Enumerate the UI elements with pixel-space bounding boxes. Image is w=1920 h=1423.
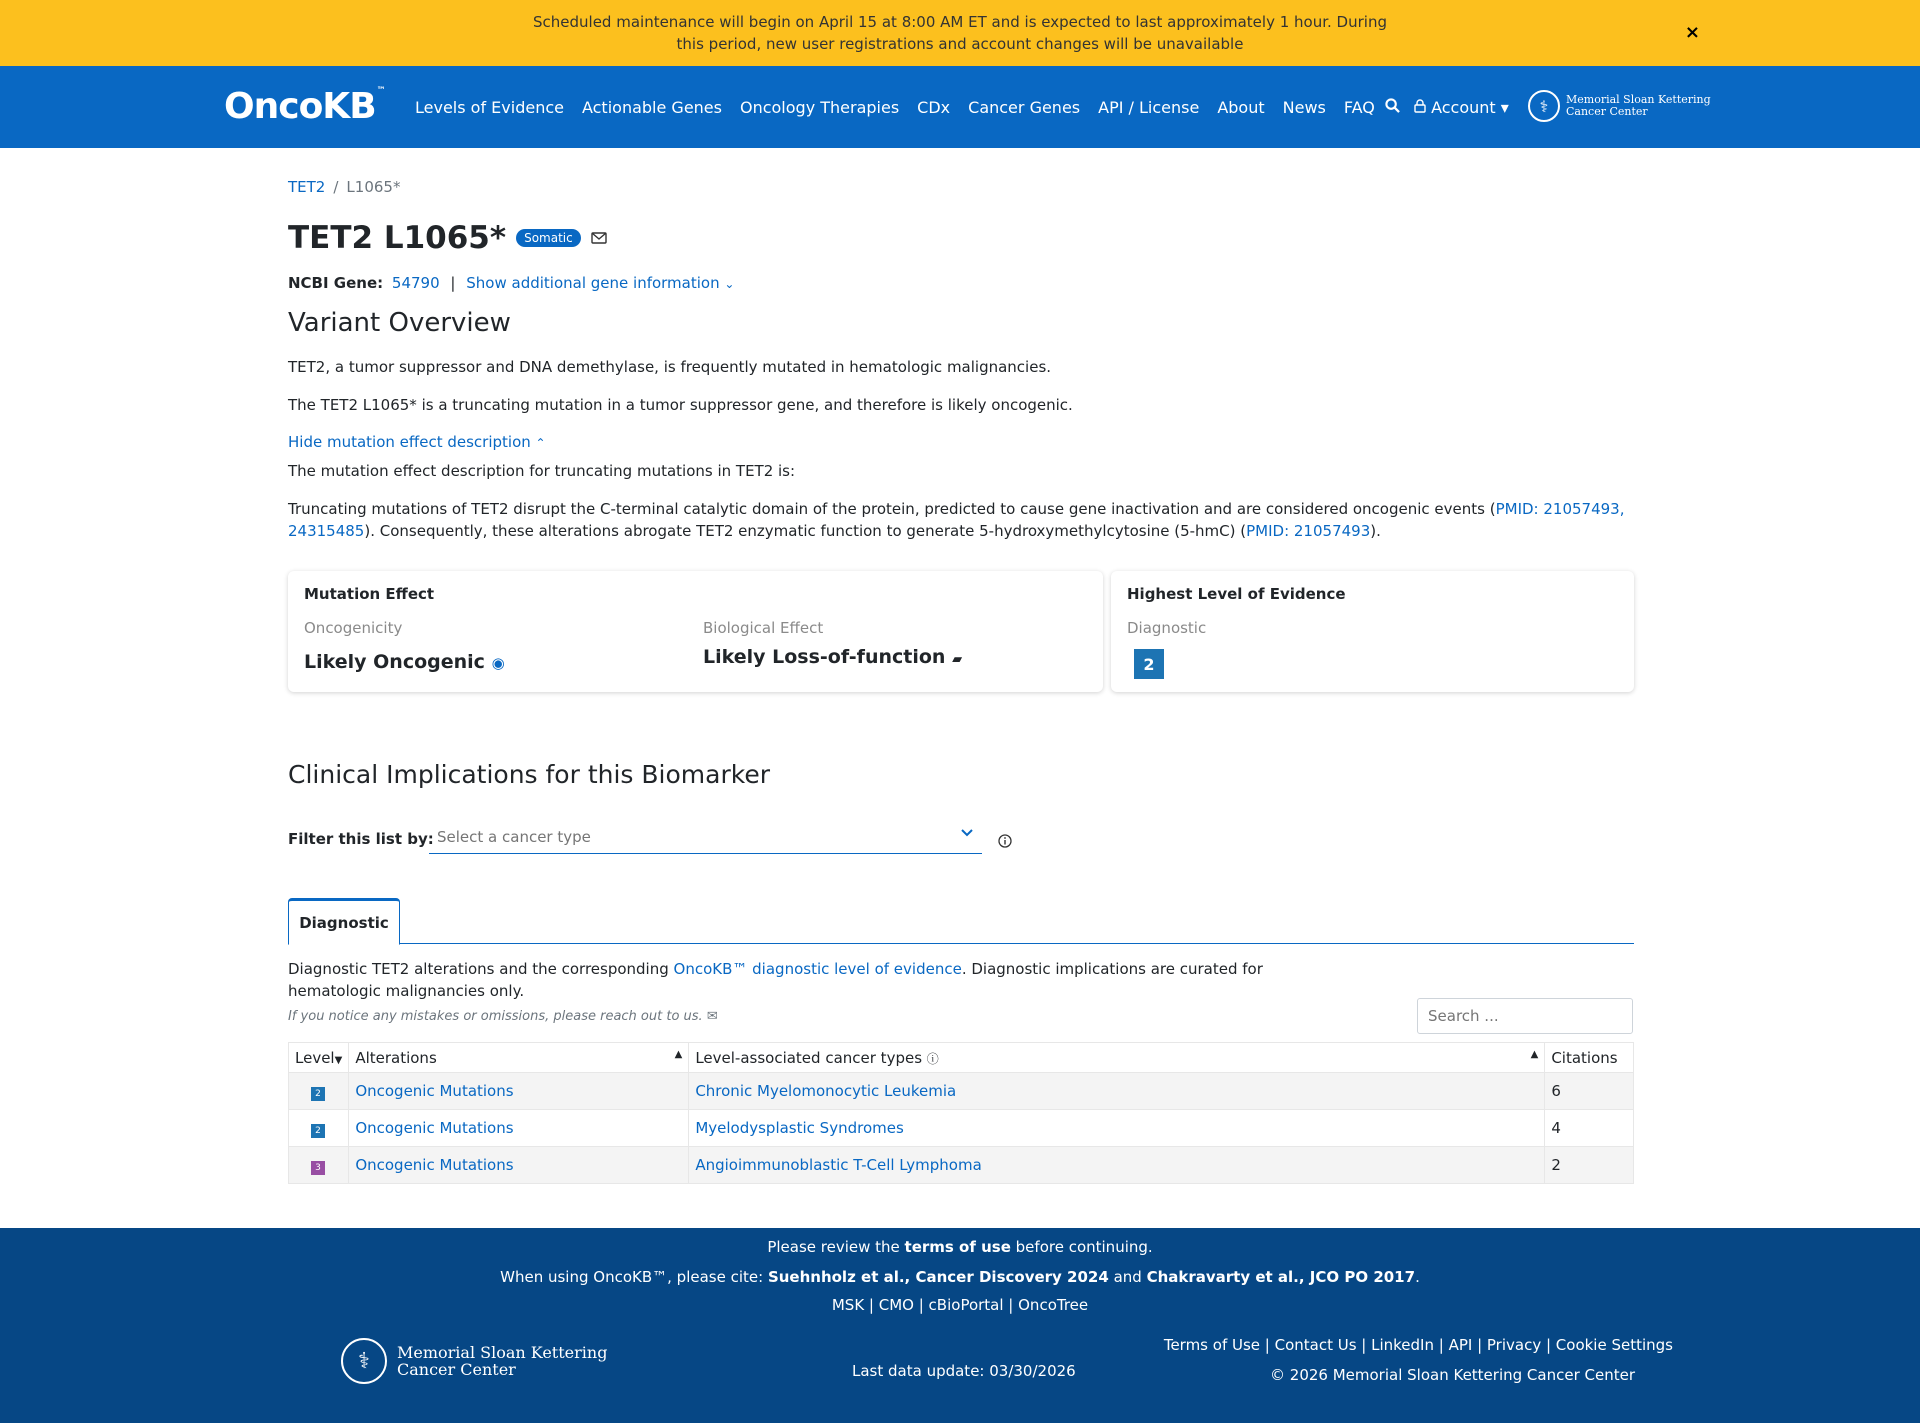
sort-desc-icon: ▼ <box>334 1054 343 1066</box>
terms-notice <box>0 1238 1920 1256</box>
table-row <box>289 1073 1634 1110</box>
envelope-icon[interactable] <box>591 229 607 248</box>
highest-level-card <box>1111 571 1634 692</box>
msk-emblem-icon: ⚕ <box>1528 90 1560 122</box>
diagnostic-description <box>288 958 1288 1002</box>
col-citations[interactable]: Citations <box>1545 1043 1634 1073</box>
variant-overview-heading: Variant Overview <box>288 308 511 338</box>
nav-cdx[interactable]: CDx <box>917 97 951 117</box>
page-title: TET2 L1065* <box>288 220 507 256</box>
oncogenicity-value <box>304 651 505 673</box>
footer-msk-text <box>397 1344 607 1378</box>
show-gene-info-link[interactable] <box>466 274 734 292</box>
mutation-effect-title: Mutation Effect <box>304 585 435 603</box>
account-menu[interactable] <box>1414 98 1509 117</box>
caret-down-icon: ▾ <box>1500 97 1509 117</box>
cancer-type-link[interactable]: Chronic Myelomonocytic Leukemia <box>695 1082 957 1100</box>
pmid-link-1[interactable]: PMID: 21057493, 24315485 <box>288 500 1625 540</box>
review-text-a: Please review the <box>767 1238 905 1256</box>
ncbi-label: NCBI Gene: <box>288 274 384 292</box>
alteration-link[interactable]: Oncogenic Mutations <box>355 1119 514 1137</box>
cancer-type-link[interactable]: Myelodysplastic Syndromes <box>695 1119 904 1137</box>
citations-cell[interactable]: 4 <box>1545 1110 1634 1147</box>
citations-cell[interactable]: 2 <box>1545 1147 1634 1184</box>
implications-table <box>288 1042 1634 1184</box>
p4-text-b: ). Consequently, these alterations abrogate TET2 enzymatic function to generate 5-hydroxymethylcytosine (5-hmC) ( <box>364 522 1247 540</box>
col-cancer-types[interactable] <box>689 1043 1545 1073</box>
alteration-cell <box>349 1110 689 1147</box>
col-alterations[interactable] <box>349 1043 689 1073</box>
mistakes-note-text: If you notice any mistakes or omissions, please reach out to us. <box>288 1009 703 1024</box>
msk-logo[interactable] <box>1528 90 1711 122</box>
diagnostic-label: Diagnostic <box>1127 619 1207 637</box>
nav-right <box>1385 66 1509 148</box>
account-label: Account <box>1431 97 1496 117</box>
info-icon[interactable] <box>998 833 1012 852</box>
close-icon[interactable]: × <box>1684 22 1700 43</box>
alteration-cell <box>349 1073 689 1110</box>
search-icon[interactable] <box>1385 98 1400 117</box>
table-row <box>289 1147 1634 1184</box>
table-search-input[interactable]: Search ... <box>1417 998 1633 1034</box>
footer-msk-logo[interactable] <box>341 1338 607 1384</box>
footer-msk-line2: Cancer Center <box>397 1360 516 1379</box>
oncogenic-target-icon: ◉ <box>491 654 505 672</box>
desc-text-a: Diagnostic TET2 alterations and the corresponding <box>288 960 674 978</box>
nav-news[interactable]: News <box>1282 97 1326 117</box>
msk-line1: Memorial Sloan Kettering <box>1566 93 1711 106</box>
banner-text: Scheduled maintenance will begin on April 15 at 8:00 AM ET and is expected to last approximately 1 hour. During this period, new user registrations and account changes will be unavailable <box>533 13 1387 53</box>
msk-emblem-icon: ⚕ <box>341 1338 387 1384</box>
show-gene-info-label: Show additional gene information <box>466 274 720 292</box>
hide-mutation-effect-label: Hide mutation effect description <box>288 433 531 451</box>
cancer-type-cell <box>689 1073 1545 1110</box>
table-row <box>289 1110 1634 1147</box>
filter-label: Filter this list by: <box>288 830 434 848</box>
chevron-up-circle-icon: ⌃ <box>535 436 546 450</box>
oncokb-logo[interactable] <box>224 86 385 127</box>
col-cancer-types-label: Level-associated cancer types <box>695 1048 923 1067</box>
cite-link-1[interactable]: Suehnholz et al., Cancer Discovery 2024 <box>767 1268 1109 1286</box>
footer-links[interactable]: Terms of Use | Contact Us | LinkedIn | API | Privacy | Cookie Settings <box>1163 1336 1673 1354</box>
breadcrumb-gene[interactable]: TET2 <box>288 178 326 196</box>
citations-cell[interactable]: 6 <box>1545 1073 1634 1110</box>
cancer-type-select[interactable] <box>429 816 982 854</box>
tab-diagnostic[interactable]: Diagnostic <box>288 898 400 945</box>
level-2-badge[interactable]: 2 <box>1134 649 1164 679</box>
nav-faq[interactable]: FAQ <box>1343 97 1375 117</box>
col-level-label: Level <box>295 1048 335 1067</box>
review-text-c: before continuing. <box>1010 1238 1153 1256</box>
divider: | <box>450 274 456 292</box>
col-alterations-label: Alterations <box>355 1048 437 1067</box>
overview-paragraph-2: The TET2 L1065* is a truncating mutation in a tumor suppressor gene, and therefore is likely oncogenic. <box>288 396 1073 414</box>
cancer-type-cell <box>689 1110 1545 1147</box>
col-level[interactable] <box>289 1043 349 1073</box>
top-navbar <box>0 66 1920 148</box>
sort-asc-icon: ▲ <box>1530 1049 1539 1060</box>
cite-text-e: . <box>1415 1268 1420 1286</box>
table-header-row <box>289 1043 1634 1073</box>
logo-text: OncoKB <box>224 86 376 127</box>
nav-cancer-genes[interactable]: Cancer Genes <box>968 97 1081 117</box>
level-3-icon[interactable]: 3 <box>311 1161 325 1175</box>
nav-about[interactable]: About <box>1217 97 1265 117</box>
logo-tm: ™ <box>376 86 385 96</box>
nav-levels-of-evidence[interactable]: Levels of Evidence <box>415 97 564 117</box>
oncogenicity-text: Likely Oncogenic <box>304 651 485 673</box>
chevron-down-circle-icon: ⌄ <box>724 277 735 291</box>
last-data-update: Last data update: 03/30/2026 <box>852 1362 1076 1380</box>
terms-of-use-link[interactable]: terms of use <box>904 1238 1011 1256</box>
msk-logo-text <box>1566 94 1711 118</box>
level-cell <box>289 1110 349 1147</box>
info-icon[interactable]: ⓘ <box>926 1051 939 1066</box>
select-placeholder: Select a cancer type <box>437 828 591 846</box>
footer <box>0 1228 1920 1423</box>
pmid-link-2[interactable]: PMID: 21057493 <box>1246 522 1371 540</box>
alteration-link[interactable]: Oncogenic Mutations <box>355 1082 514 1100</box>
breadcrumb-variant: L1065* <box>346 178 401 196</box>
msk-line2: Cancer Center <box>1566 105 1648 118</box>
breadcrumb-separator: / <box>333 178 339 196</box>
cancer-type-link[interactable]: Angioimmunoblastic T-Cell Lymphoma <box>695 1156 982 1174</box>
envelope-icon[interactable]: ✉ <box>706 1009 718 1024</box>
alteration-link[interactable]: Oncogenic Mutations <box>355 1156 514 1174</box>
level-2-icon[interactable]: 2 <box>311 1124 325 1138</box>
copyright: © 2026 Memorial Sloan Kettering Cancer Center <box>1270 1366 1635 1384</box>
p4-text-c: ). <box>1370 522 1381 540</box>
level-cell <box>289 1073 349 1110</box>
level-2-icon[interactable]: 2 <box>311 1087 325 1101</box>
overview-paragraph-3: The mutation effect description for truncating mutations in TET2 is: <box>288 462 796 480</box>
nav-oncology-therapies[interactable]: Oncology Therapies <box>739 97 900 117</box>
overview-paragraph-4 <box>288 498 1634 542</box>
clinical-implications-heading: Clinical Implications for this Biomarker <box>288 760 770 789</box>
diagnostic-level-link[interactable]: OncoKB™ diagnostic level of evidence <box>673 960 962 978</box>
nav-actionable-genes[interactable]: Actionable Genes <box>581 97 722 117</box>
cite-link-2[interactable]: Chakravarty et al., JCO PO 2017 <box>1146 1268 1416 1286</box>
nav-api-license[interactable]: API / License <box>1098 97 1200 117</box>
chevron-down-icon <box>960 826 974 842</box>
maintenance-banner <box>0 0 1920 66</box>
biological-effect-value <box>703 646 962 668</box>
somatic-badge: Somatic <box>516 229 581 247</box>
cite-text-c: and <box>1108 1268 1147 1286</box>
breadcrumb <box>288 178 400 196</box>
title-row <box>288 220 607 256</box>
highest-level-title: Highest Level of Evidence <box>1127 585 1346 603</box>
oncogenicity-label: Oncogenicity <box>304 619 403 637</box>
footer-msk-line1: Memorial Sloan Kettering <box>397 1343 608 1362</box>
hide-mutation-effect-link[interactable] <box>288 431 546 454</box>
ncbi-gene-row <box>288 274 734 292</box>
biological-effect-text: Likely Loss-of-function <box>703 646 946 668</box>
partner-links[interactable]: MSK | CMO | cBioPortal | OncoTree <box>831 1296 1089 1314</box>
biological-effect-label: Biological Effect <box>703 619 824 637</box>
overview-paragraph-1: TET2, a tumor suppressor and DNA demethylase, is frequently mutated in hematologic malignancies. <box>288 358 1052 376</box>
cite-text-a: When using OncoKB™, please cite: <box>500 1268 768 1286</box>
desc-text-b: . Diagnostic implications are curated for hematologic malignancies only. <box>288 960 1263 1000</box>
alteration-cell <box>349 1147 689 1184</box>
lock-icon <box>1414 99 1426 113</box>
mutation-effect-card <box>288 571 1103 692</box>
book-icon[interactable]: ▰ <box>952 652 963 667</box>
sort-asc-icon: ▲ <box>674 1049 683 1060</box>
cancer-type-cell <box>689 1147 1545 1184</box>
p4-text-a: Truncating mutations of TET2 disrupt the C-terminal catalytic domain of the protein, predicted to cause gene inactivation and are considered oncogenic events ( <box>288 500 1496 518</box>
citation-notice <box>0 1268 1920 1286</box>
implications-tabbar <box>288 898 1634 944</box>
nav-menu <box>415 66 1375 148</box>
level-cell <box>289 1147 349 1184</box>
ncbi-gene-link[interactable]: 54790 <box>391 274 440 292</box>
